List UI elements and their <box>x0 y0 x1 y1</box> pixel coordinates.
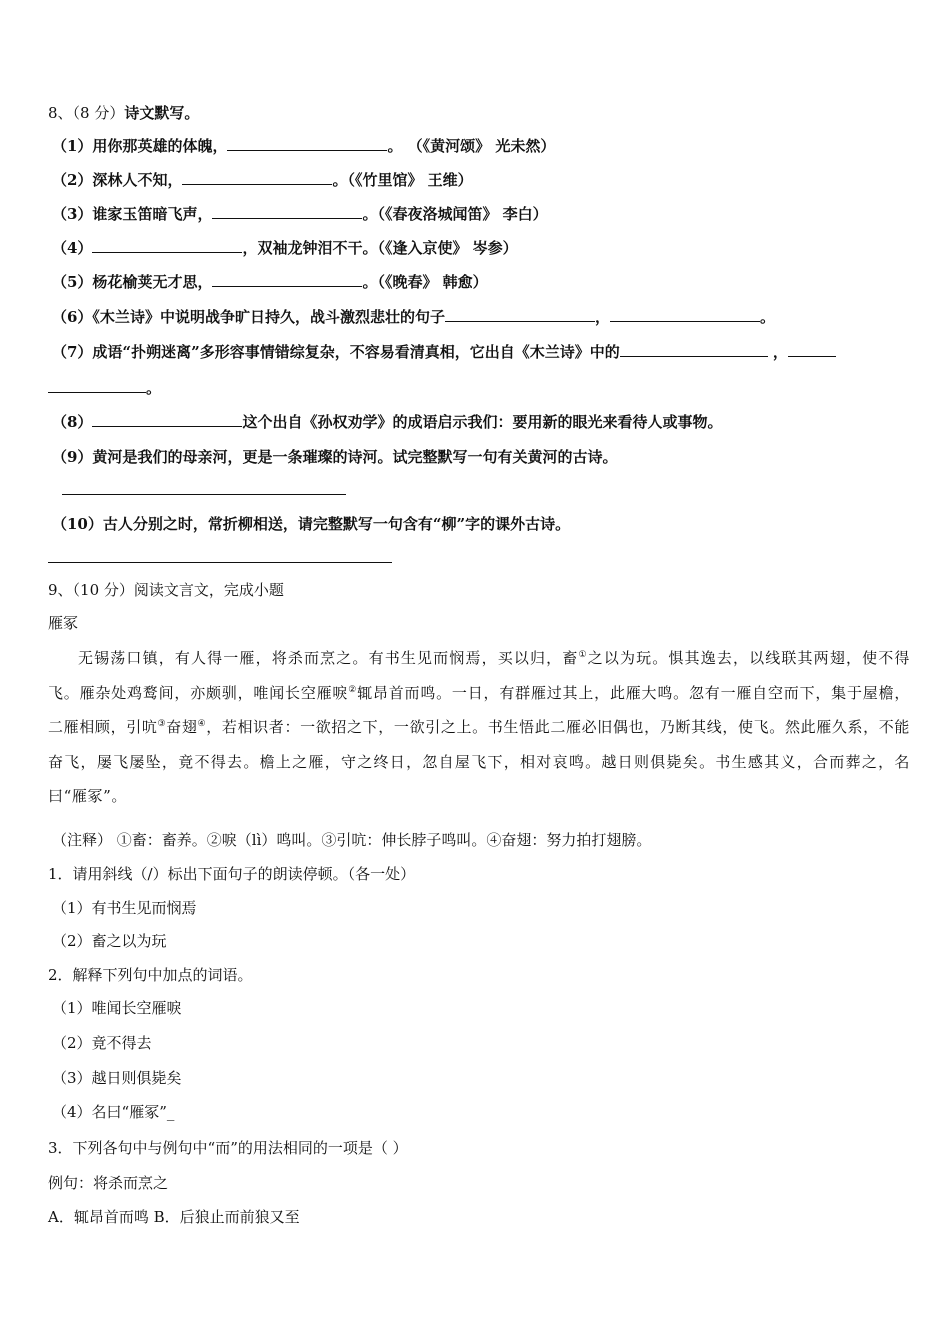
subq1-item-1: （1）有书生见而悯焉 <box>52 899 197 917</box>
q8-number: 8、 <box>48 104 73 122</box>
note-marker: ③ <box>157 719 167 729</box>
subq2-title: 2．解释下列句中加点的词语。 <box>48 966 253 984</box>
passage-title: 雁冢 <box>48 614 79 632</box>
q8-item-6: （6）《木兰诗》中说明战争旷日持久，战斗激烈悲壮的句子 ， 。 <box>52 308 775 326</box>
answer-blank[interactable] <box>620 342 768 357</box>
answer-blank[interactable] <box>182 170 332 185</box>
subq2-item-2: （2）竟不得去 <box>52 1034 152 1052</box>
answer-blank[interactable] <box>92 412 242 427</box>
subq3-title: 3．下列各句中与例句中“而”的用法相同的一项是（ ） <box>48 1139 408 1157</box>
subq1-title: 1．请用斜线（/）标出下面句子的朗读停顿。（各一处） <box>48 865 416 883</box>
q8-item-4: （4） ，双袖龙钟泪不干。（《逢入京使》 岑参） <box>52 239 518 257</box>
q8-item-8: （8） 这个出自《孙权劝学》的成语启示我们：要用新的眼光来看待人或事物。 <box>52 413 723 431</box>
answer-line[interactable] <box>62 494 346 495</box>
q9-header <box>48 580 284 600</box>
q8-item-10: （10）古人分别之时，常折柳相送，请完整默写一句含有“柳”字的课外古诗。 <box>52 515 571 533</box>
q8-item-5: （5）杨花榆荚无才思， 。（《晚春》 韩愈） <box>52 273 488 291</box>
q8-item-1: （1）用你那英雄的体魄， 。 （《黄河颂》 光未然） <box>52 137 556 155</box>
q8-title: 诗文默写。 <box>124 104 200 122</box>
q8-item-2: （2）深林人不知， 。（《竹里馆》 王维） <box>52 171 473 189</box>
note-marker: ① <box>578 650 588 660</box>
answer-line[interactable] <box>48 562 392 563</box>
answer-blank[interactable] <box>212 204 362 219</box>
q9-title: 阅读文言文，完成小题 <box>133 581 284 599</box>
subq2-item-4: （4）名曰“雁冢”_ <box>52 1103 175 1121</box>
answer-blank[interactable] <box>788 342 836 357</box>
q8-item-9: （9）黄河是我们的母亲河，更是一条璀璨的诗河。试完整默写一句有关黄河的古诗。 <box>52 448 618 466</box>
subq2-item-3: （3）越日则俱毙矣 <box>52 1069 182 1087</box>
q8-header <box>48 103 199 123</box>
q8-item-7-cont: 。 <box>48 378 161 398</box>
subq1-item-2: （2）畜之以为玩 <box>52 932 167 950</box>
subq3-example: 例句：将杀而烹之 <box>48 1174 169 1192</box>
answer-blank[interactable] <box>445 307 595 322</box>
answer-blank[interactable] <box>92 238 242 253</box>
answer-blank[interactable] <box>227 136 387 151</box>
answer-blank[interactable] <box>48 378 146 393</box>
q9-number: 9、 <box>48 581 73 599</box>
q8-item-3: （3）谁家玉笛暗飞声， 。（《春夜洛城闻笛》 李白） <box>52 205 548 223</box>
passage-notes: （注释） ①畜：畜养。②唳（lì）鸣叫。③引吭：伸长脖子鸣叫。④奋翅：努力拍打翅膀。 <box>52 831 652 849</box>
subq3-options: A．辄昂首而鸣 B．后狼止而前狼又至 <box>48 1208 300 1226</box>
q9-score: （10 分） <box>72 581 134 599</box>
q8-item-7: （7）成语“扑朔迷离”多形容事情错综复杂，不容易看清真相，它出自《木兰诗》中的 ， <box>52 342 836 362</box>
q8-score: （8 分） <box>72 104 125 122</box>
answer-blank[interactable] <box>610 307 760 322</box>
note-marker: ④ <box>197 719 207 729</box>
answer-blank[interactable] <box>212 272 362 287</box>
note-marker: ② <box>348 684 358 695</box>
classical-passage: 无锡荡口镇，有人得一雁，将杀而烹之。有书生见而悯焉，买以归，畜①之以为玩。惧其逸去，以线联其两翅，使不得飞。雁杂处鸡鹜间，亦颇驯，唯闻长空雁唳②辄昂首而鸣。一日，有群雁过其上，此雁大鸣。忽有一雁自空而下，集于屋檐，二雁相顾，引吭③奋翅④，若相识者：一欲招之下，一欲引之上。书生悟此二雁必旧偶也，乃断其线，使飞。然此雁久系，不能奋飞，屡飞屡坠，竟不得去。檐上之雁，守之终日，忽自屋飞下，相对哀鸣。越日则俱毙矣。书生感其义，合而葬之，名曰“雁冢”。 <box>48 649 911 805</box>
subq2-item-1: （1）唯闻长空雁唳 <box>52 999 182 1017</box>
